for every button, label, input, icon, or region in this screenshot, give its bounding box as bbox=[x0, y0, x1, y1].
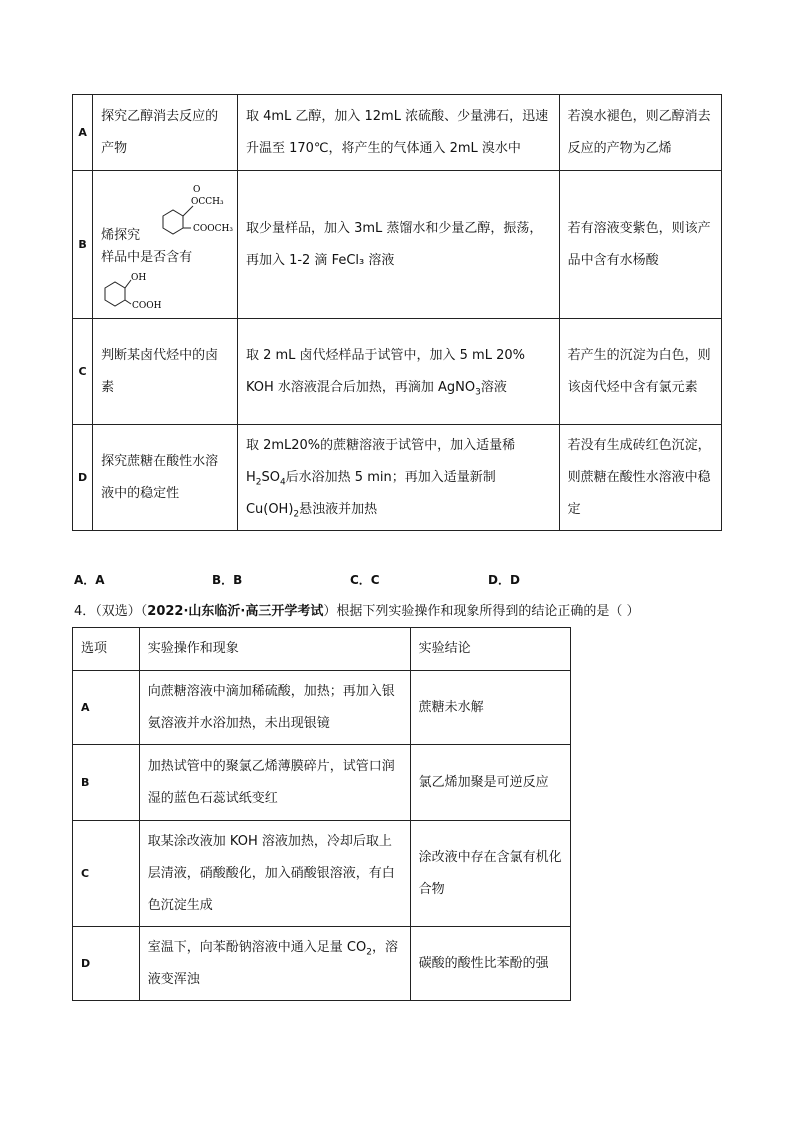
conclusion-cell: 碳酸的酸性比苯酚的强 bbox=[410, 927, 570, 1001]
row-label: D bbox=[73, 425, 93, 531]
table-row bbox=[73, 927, 571, 1001]
table-row bbox=[73, 319, 722, 425]
conclusion-cell: 氯乙烯加聚是可逆反应 bbox=[410, 745, 570, 821]
experiment-table-1 bbox=[72, 94, 722, 531]
operation-cell: 取 4mL 乙醇，加入 12mL 浓硫酸、少量沸石，迅速升温至 170℃，将产生的气体通入 2mL 溴水中 bbox=[237, 95, 559, 171]
purpose-cell: 判断某卤代烃中的卤素 bbox=[93, 319, 238, 425]
purpose-text-b: 样品中是否含有 bbox=[101, 249, 193, 265]
option-d[interactable]: D．D bbox=[488, 573, 520, 587]
row-label: B bbox=[73, 745, 140, 821]
salicylic-acid-structure-icon bbox=[101, 270, 191, 310]
table-row bbox=[73, 821, 571, 927]
operation-cell: 取少量样品，加入 3mL 蒸馏水和少量乙醇，振荡，再加入 1-2 滴 FeCl₃ 溶液 bbox=[237, 171, 559, 319]
row-label: A bbox=[73, 95, 93, 171]
header-conclusion: 实验结论 bbox=[410, 628, 570, 671]
operation-cell: 加热试管中的聚氯乙烯薄膜碎片，试管口润湿的蓝色石蕊试纸变红 bbox=[139, 745, 410, 821]
header-option: 选项 bbox=[73, 628, 140, 671]
struct-cooh: COOH bbox=[132, 300, 162, 310]
table-row bbox=[73, 171, 722, 319]
struct-oh: OH bbox=[131, 272, 147, 283]
struct-substituent-2: COOCH₃ bbox=[193, 223, 234, 234]
row-label: A bbox=[73, 671, 140, 745]
conclusion-cell: 若溴水褪色，则乙醇消去反应的产物为乙烯 bbox=[559, 95, 721, 171]
operation-cell: 取 2 mL 卤代烃样品于试管中，加入 5 mL 20% KOH 水溶液混合后加热，再滴加 AgNO$_3$溶液 bbox=[237, 319, 559, 425]
question-source: 2022·山东临沂·高三开学考试 bbox=[147, 604, 324, 619]
purpose-cell: 探究蔗糖在酸性水溶液中的稳定性 bbox=[93, 425, 238, 531]
option-a[interactable]: A．A bbox=[74, 573, 105, 587]
option-c[interactable]: C．C bbox=[350, 573, 380, 587]
table-row bbox=[73, 745, 571, 821]
experiment-table-2 bbox=[72, 627, 571, 1001]
row-label: D bbox=[73, 927, 140, 1001]
conclusion-cell: 若产生的沉淀为白色，则该卤代烃中含有氯元素 bbox=[559, 319, 721, 425]
header-operation: 实验操作和现象 bbox=[139, 628, 410, 671]
operation-cell: 取某涂改液加 KOH 溶液加热，冷却后取上层清液，硝酸酸化，加入硝酸银溶液，有白色沉淀生成 bbox=[139, 821, 410, 927]
benzene-structure-icon bbox=[145, 182, 275, 242]
operation-cell: 室温下，向苯酚钠溶液中通入足量 $CO_2$，溶液变浑浊 bbox=[139, 927, 410, 1001]
question-4-stem: 4．（双选）（2022·山东临沂·高三开学考试）根据下列实验操作和现象所得到的结论正确的是（ ） bbox=[74, 604, 640, 619]
table-row bbox=[73, 95, 722, 171]
conclusion-cell: 蔗糖未水解 bbox=[410, 671, 570, 745]
table-header-row bbox=[73, 628, 571, 671]
purpose-text-a: 烯探究 bbox=[101, 227, 141, 243]
conclusion-cell: 若没有生成砖红色沉淀，则蔗糖在酸性水溶液中稳定 bbox=[559, 425, 721, 531]
purpose-cell: 探究乙醇消去反应的产物 bbox=[93, 95, 238, 171]
purpose-cell bbox=[93, 171, 238, 319]
option-b[interactable]: B．B bbox=[212, 573, 243, 587]
struct-carbonyl-o: O bbox=[193, 184, 201, 195]
table-row bbox=[73, 425, 722, 531]
table-row bbox=[73, 671, 571, 745]
row-label: B bbox=[73, 171, 93, 319]
conclusion-cell: 若有溶液变紫色，则该产品中含有水杨酸 bbox=[559, 171, 721, 319]
operation-cell: 取 2mL20%的蔗糖溶液于试管中，加入适量稀$H_2SO_4$后水浴加热 5 min；再加入适量新制 $Cu(OH)_2$悬浊液并加热 bbox=[237, 425, 559, 531]
row-label: C bbox=[73, 821, 140, 927]
struct-substituent-1: OCCH₃ bbox=[191, 196, 224, 207]
row-label: C bbox=[73, 319, 93, 425]
conclusion-cell: 涂改液中存在含氯有机化合物 bbox=[410, 821, 570, 927]
operation-cell: 向蔗糖溶液中滴加稀硫酸，加热；再加入银氨溶液并水浴加热，未出现银镜 bbox=[139, 671, 410, 745]
